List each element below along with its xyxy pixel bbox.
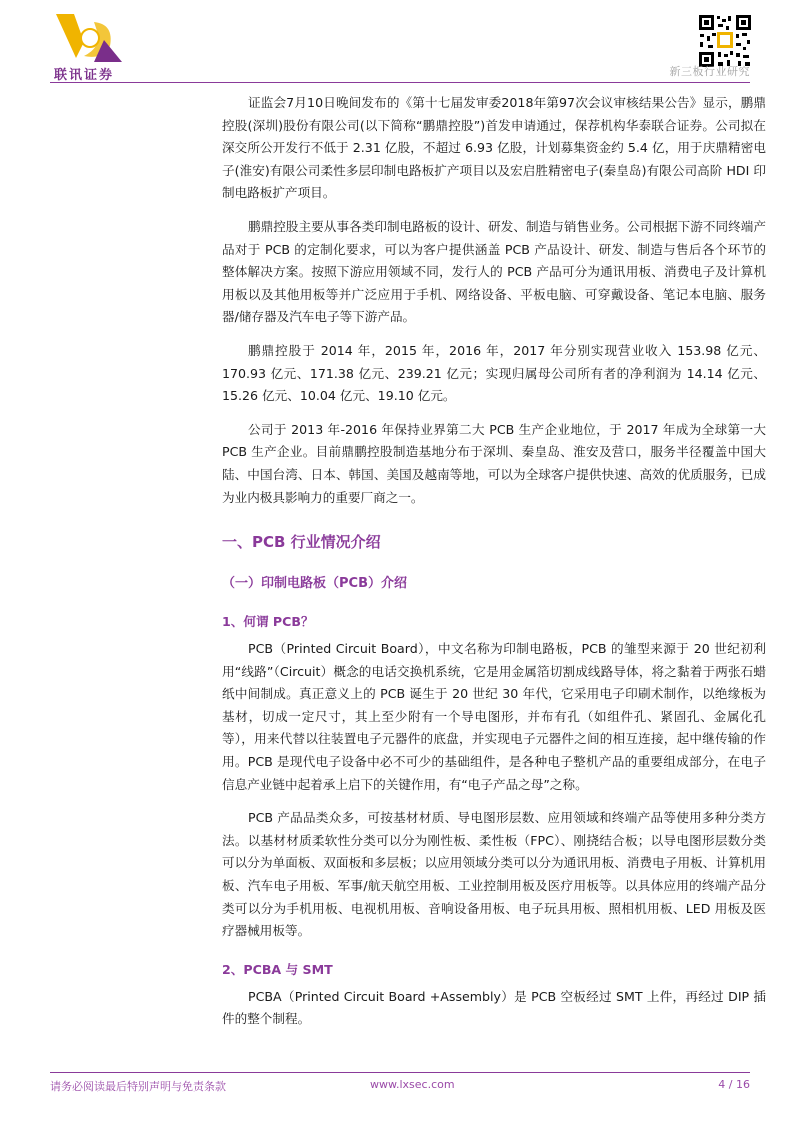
qr-code-icon [698,14,752,68]
section-heading: 一、PCB 行业情况介绍 [222,533,381,552]
page-number: 4 / 16 [718,1078,750,1091]
topic-heading: 2、PCBA 与 SMT [222,961,333,977]
paragraph: 公司于 2013 年-2016 年保持业界第二大 PCB 生产企业地位，于 2017 年成为全球第一大 PCB 生产企业。目前鼎鹏控股制造基地分布于深圳、秦皇岛、淮安及营口，服务半径覆盖中国大陆、中国台湾、日本、韩国、美国及越南等地，可以为全球客户提供快速、高效的优质服务，已成为业内极具影响力的重要厂商之一。 [222,421,766,505]
paragraph: PCBA（Printed Circuit Board +Assembly）是 PCB 空板经过 SMT 上件，再经过 DIP 插件的整个制程。 [222,988,766,1027]
paragraph: PCB 产品品类众多，可按基材材质、导电图形层数、应用领域和终端产品等使用多种分类方法。以基材材质柔软性分类可以分为刚性板、柔性板（FPC）、刚挠结合板；以导电图形层数分类可以分为单面板、双面板和多层板；以应用领域分类可以分为通讯用板、消费电子用板、计算机用板、汽车电子用板、军事/航天航空用板、工业控制用板及医疗用板等。以具体应用的终端产品分类可以分为手机用板、电视机用板、音响设备用板、电子玩具用板、照相机用板、LED 用板及医疗器械用板等。 [222,810,766,939]
paragraph: 证监会7月10日晚间发布的《第十七届发审委2018年第97次会议审核结果公告》显示，鹏鼎控股(深圳)股份有限公司(以下简称“鹏鼎控股”)首发申请通过，保荐机构华泰联合证券。公司拟在深交所公开发行不低于 2.31 亿股，不超过 6.93 亿股，计划募集资金约 5.4 亿，用于庆鼎精密电子(淮安)有限公司柔性多层印制电路板扩产项目以及宏启胜精密电子(秦皇岛)有限公司高阶 HDI 印制电路板扩产项目。 [222,95,766,201]
header-divider [50,82,750,83]
company-logo [50,12,130,84]
footer-website-link[interactable]: www.lxsec.com [370,1078,455,1091]
document-body [222,92,766,1042]
header-title: 新三板行业研究 [669,65,750,78]
logo-mark-icon [54,12,124,64]
topic-heading: 1、何谓 PCB？ [222,614,314,630]
footer-disclaimer: 请务必阅读最后特别声明与免责条款 [50,1080,226,1093]
footer-divider [50,1072,750,1073]
paragraph: PCB（Printed Circuit Board），中文名称为印制电路板，PCB 的雏型来源于 20 世纪初利用“线路”（Circuit）概念的电话交换机系统，它是用金属箔切割成线路导体，将之黏着于两张石蜡纸中间制成。真正意义上的 PCB 诞生于 20 世纪 30 年代，它采用电子印刷术制作，以绝缘板为基材，切成一定尺寸，其上至少附有一个导电图形，并布有孔（如组件孔、紧固孔、金属化孔等），用来代替以往装置电子元器件的底盘，并实现电子元器件之间的相互连接，起中继传输的作用。PCB 是现代电子设备中必不可少的基础组件，是各种电子整机产品的重要组成部分，在电子信息产业链中起着承上启下的关键作用，有“电子产品之母”之称。 [222,641,766,792]
logo-text: 联讯证券 [54,68,115,83]
paragraph: 鹏鼎控股主要从事各类印制电路板的设计、研发、制造与销售业务。公司根据下游不同终端产品对于 PCB 的定制化要求，可以为客户提供涵盖 PCB 产品设计、研发、制造与售后各个环节的整体解决方案。按照下游应用领域不同，发行人的 PCB 产品可分为通讯用板、消费电子及计算机用板以及其他用板等并广泛应用于手机、网络设备、平板电脑、可穿戴设备、笔记本电脑、服务器/储存器及汽车电子等下游产品。 [222,218,766,325]
subsection-heading: （一）印制电路板（PCB）介绍 [222,576,407,592]
paragraph: 鹏鼎控股于 2014 年，2015 年，2016 年，2017 年分别实现营业收入 153.98 亿元、170.93 亿元、171.38 亿元、239.21 亿元；实现归属母公司所有者的净利润为 14.14 亿元、15.26 亿元、10.04 亿元、19.10 亿元。 [222,342,766,404]
